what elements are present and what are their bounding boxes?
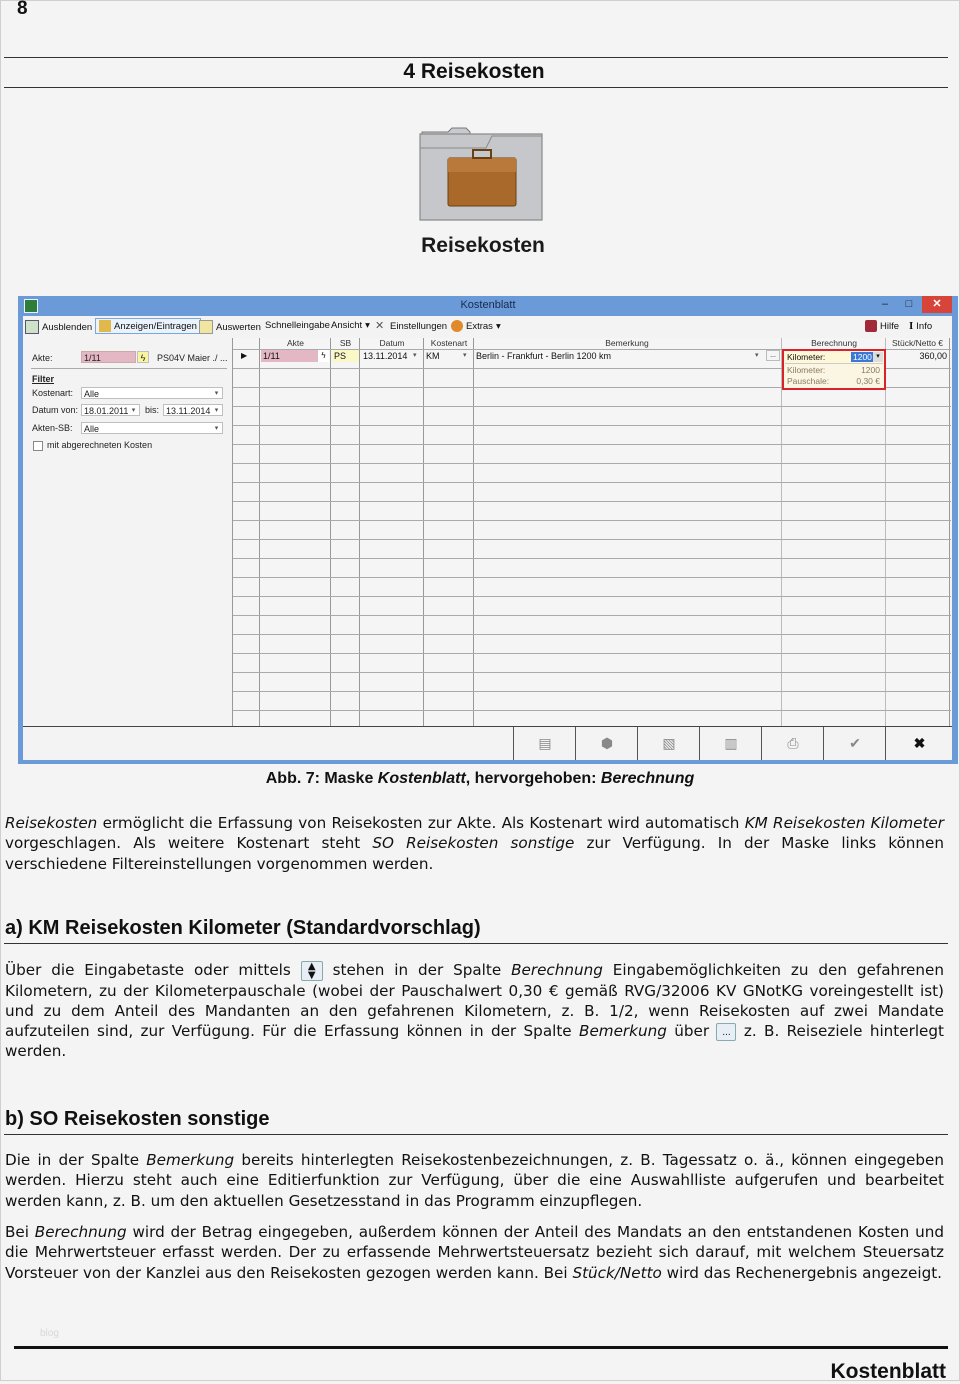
einstellungen-button[interactable]: ✕ Einstellungen bbox=[375, 320, 448, 332]
grid-row-line bbox=[233, 577, 951, 578]
row-kostenart[interactable]: KM bbox=[426, 351, 440, 361]
grid-row-line bbox=[233, 672, 951, 673]
print-icon: ⎙ bbox=[787, 735, 799, 751]
close-window-button[interactable]: ✕ bbox=[922, 296, 952, 313]
grid-row-line bbox=[233, 634, 951, 635]
column-header-datum[interactable]: Datum bbox=[379, 338, 405, 348]
chevron-down-icon[interactable]: ▾ bbox=[463, 352, 467, 359]
window-content bbox=[23, 316, 952, 759]
section-b-paragraph-2 bbox=[5, 1222, 944, 1283]
text: vorgeschlagen. Als weitere Kostenart steht bbox=[5, 834, 373, 853]
footer-rule bbox=[14, 1346, 948, 1349]
window-title: Kostenblatt bbox=[460, 299, 516, 311]
watermark: blog bbox=[40, 1328, 59, 1339]
grid-line bbox=[473, 338, 474, 726]
extras-icon bbox=[451, 320, 463, 332]
hide-panel-icon bbox=[25, 320, 39, 334]
grid-row-line bbox=[233, 463, 951, 464]
chapter-title: 4 Reisekosten bbox=[403, 60, 545, 83]
image-button[interactable] bbox=[637, 727, 700, 760]
berechnung-popup[interactable] bbox=[782, 349, 886, 390]
chevron-down-icon[interactable]: ▾ bbox=[413, 352, 417, 359]
cancel-button[interactable] bbox=[885, 727, 953, 760]
minimize-button[interactable]: – bbox=[881, 298, 889, 310]
term: Bemerkung bbox=[146, 1151, 235, 1169]
check-icon: ✔ bbox=[849, 735, 861, 751]
akten-sb-label: Akten-SB: bbox=[32, 423, 73, 433]
ausblenden-button[interactable]: Ausblenden bbox=[25, 320, 92, 334]
bis-label: bis: bbox=[145, 405, 160, 415]
kostenart-label: Kostenart: bbox=[32, 388, 74, 398]
row-sb[interactable]: PS bbox=[332, 350, 359, 362]
image-icon: ▧ bbox=[662, 735, 676, 751]
popup-km-label: Kilometer: bbox=[787, 365, 826, 375]
hilfe-button[interactable]: Hilfe bbox=[865, 320, 899, 332]
auswerten-button[interactable]: Auswerten bbox=[199, 320, 261, 334]
grid-row-line bbox=[233, 406, 951, 407]
caption-middle: , hervorgehoben: bbox=[465, 770, 601, 787]
info-icon: I bbox=[909, 320, 914, 332]
row-netto: 360,00 bbox=[919, 351, 947, 361]
dropdown-arrow-icon: ▾ bbox=[495, 320, 501, 332]
datum-von-label: Datum von: bbox=[32, 405, 79, 415]
save-button[interactable] bbox=[513, 727, 576, 760]
clipboard-button[interactable] bbox=[699, 727, 762, 760]
datum-bis-input[interactable]: 13.11.2014 ▾ bbox=[163, 404, 223, 416]
grid-line bbox=[330, 338, 331, 726]
maximize-button[interactable]: □ bbox=[905, 298, 913, 310]
chevron-down-icon: ▾ bbox=[214, 407, 219, 414]
column-header-kostenart[interactable]: Kostenart bbox=[430, 338, 468, 348]
text: Die in der Spalte bbox=[5, 1151, 147, 1169]
text: Über die Eingabetaste oder mittels bbox=[5, 961, 301, 979]
datum-von-input[interactable]: 18.01.2011 ▾ bbox=[81, 404, 140, 416]
chevron-down-icon: ▾ bbox=[214, 425, 219, 432]
schnelleingabe-button[interactable]: Schnelleingabe bbox=[265, 320, 330, 331]
popup-pauschale-value: 0,30 € bbox=[856, 376, 880, 386]
ellipsis-icon: ... bbox=[716, 1023, 736, 1041]
grid-row-line bbox=[233, 653, 951, 654]
chevron-down-icon: ▾ bbox=[214, 390, 219, 397]
akte-label: Akte: bbox=[32, 353, 53, 363]
term: Bemerkung bbox=[579, 1022, 667, 1041]
term: KM Reisekosten Kilometer bbox=[744, 814, 944, 832]
caption-prefix: Abb. 7: Maske bbox=[265, 770, 378, 787]
chevron-down-icon: ▾ bbox=[131, 407, 136, 414]
caption-mask: Kostenblatt bbox=[377, 770, 466, 787]
dropdown-arrow-icon: ▾ bbox=[365, 320, 370, 331]
akte-name: PS04V Maier ./ ... bbox=[157, 353, 228, 363]
tools-icon: ✕ bbox=[375, 320, 385, 332]
bottom-action-bar bbox=[23, 726, 952, 760]
report-icon bbox=[199, 320, 213, 334]
term: SO Reisekosten sonstige bbox=[372, 834, 575, 853]
package-icon: ⬢ bbox=[600, 735, 614, 751]
folder-briefcase-icon bbox=[418, 118, 546, 227]
spinner-icon[interactable]: ▾ bbox=[873, 352, 883, 362]
section-a-heading: a) KM Reisekosten Kilometer (Standardvorschlag) bbox=[5, 917, 481, 939]
grid-line bbox=[359, 338, 360, 726]
text: zur Verfügung. In der Maske links können verschiedene Filtereinstellungen vorgenommen werden. bbox=[5, 834, 944, 873]
akten-sb-select[interactable]: Alle ▾ bbox=[81, 422, 223, 434]
spinner-up-down-icon: ▲ ▼ bbox=[301, 961, 323, 981]
section-b-rule bbox=[4, 1134, 948, 1135]
text: Eingabemöglichkeiten zu den gefahrenen Kilometern, zu der Kilometerpauschale (wobei der Pauschalwert 0,30 € gemäß RVG/32006 KV GNotKG voreingestellt ist) und zu dem Anteil des Mandanten an den gefahrenen Kilometern, z. B. 1/2, wenn Reisekosten auf zwei Mandate aufzuteilen sind, zur Verfügung. Für die Erfassung können in der Spalte bbox=[5, 961, 944, 1041]
row-selector-icon[interactable]: ▶ bbox=[241, 351, 248, 360]
extras-menu[interactable]: Extras ▾ bbox=[451, 320, 501, 332]
help-book-icon bbox=[865, 320, 877, 332]
text: ermöglicht die Erfassung von Reisekosten zur Akte. Als Kostenart wird automatisch bbox=[97, 814, 745, 832]
akte-input[interactable]: 1/11 bbox=[81, 351, 136, 363]
save-icon: ▤ bbox=[538, 735, 552, 751]
section-b-heading: b) SO Reisekosten sonstige bbox=[5, 1108, 270, 1130]
column-header-sb[interactable]: SB bbox=[339, 338, 352, 348]
grid-row-line bbox=[233, 425, 951, 426]
grid-row-line bbox=[233, 691, 951, 692]
header-rule-bottom bbox=[4, 87, 948, 88]
clipboard-icon: ▥ bbox=[724, 735, 738, 751]
grid-row-line bbox=[233, 539, 951, 540]
grid-line bbox=[781, 338, 782, 726]
section-a-rule bbox=[4, 943, 948, 944]
page-number: 8 bbox=[17, 0, 28, 19]
text: wird der Betrag eingegeben, außerdem können der Anteil des Mandats an den entstandenen Kosten und die Mehrwertsteuer erfasst werden. Der zu erfassende Mehrwertsteuersatz bezieht sich darauf, mit welchem Steuersatz Vorsteuer von der Kanzlei aus den Reisekosten gezogen werden kann. Bei bbox=[5, 1223, 944, 1282]
ellipsis-button[interactable]: ... bbox=[766, 350, 780, 361]
confirm-button[interactable] bbox=[823, 727, 886, 760]
text: stehen in der Spalte bbox=[322, 961, 512, 979]
grid-row-line bbox=[233, 444, 951, 445]
column-header-netto[interactable]: Stück/Netto € bbox=[891, 338, 944, 348]
title-bar bbox=[18, 296, 958, 316]
kosten-grid bbox=[232, 338, 951, 726]
text: über bbox=[666, 1022, 717, 1041]
package-button[interactable] bbox=[575, 727, 638, 760]
grid-row-line bbox=[233, 558, 951, 559]
grid-line bbox=[949, 338, 950, 726]
grid-row-line bbox=[233, 501, 951, 502]
text: bereits hinterlegten Reisekostenbezeichnungen, z. B. Tagessatz o. ä., können eingegeben werden. Hierzu steht auch eine Editierfunktion zur Verfügung, über die eine Auswahlliste aufgerufen und bearbeitet werden kann, z. B. um den aktuellen Gesetzesstand in das Programm einzupflegen. bbox=[5, 1151, 945, 1210]
kostenblatt-window bbox=[18, 296, 958, 764]
figure-caption bbox=[0, 770, 960, 788]
text: wird das Rechenergebnis angezeigt. bbox=[661, 1263, 942, 1282]
lightning-icon[interactable]: ϟ bbox=[318, 350, 329, 362]
close-icon: ✖ bbox=[913, 735, 926, 751]
header-rule bbox=[4, 57, 948, 58]
grid-row-line bbox=[233, 520, 951, 521]
lightning-icon[interactable]: ϟ bbox=[137, 351, 149, 363]
grid-row-line bbox=[233, 615, 951, 616]
abgerechnete-kosten-checkbox[interactable] bbox=[33, 441, 43, 451]
intro-paragraph bbox=[5, 813, 944, 874]
row-datum[interactable]: 13.11.2014 bbox=[363, 351, 408, 361]
row-bemerkung[interactable]: Berlin - Frankfurt - Berlin 1200 km bbox=[476, 351, 612, 361]
section-b-paragraph-1 bbox=[5, 1150, 944, 1211]
filter-heading: Filter bbox=[32, 374, 55, 384]
berechnung-input-row bbox=[785, 352, 883, 364]
anzeigen-eintragen-button[interactable]: Anzeigen/Eintragen bbox=[95, 318, 201, 334]
caption-highlight: Berechnung bbox=[600, 770, 695, 787]
text: Bei bbox=[5, 1223, 35, 1241]
popup-pauschale-label: Pauschale: bbox=[787, 376, 830, 386]
term: Berechnung bbox=[34, 1223, 127, 1241]
grid-row-line bbox=[233, 482, 951, 483]
term: Berechnung bbox=[511, 961, 603, 979]
kostenart-select[interactable]: Alle ▾ bbox=[81, 387, 223, 399]
chevron-down-icon[interactable]: ▾ bbox=[755, 352, 759, 359]
section-a-paragraph bbox=[5, 960, 944, 1062]
grid-line bbox=[885, 338, 886, 726]
popup-km-value: 1200 bbox=[861, 365, 880, 375]
checkbox-label: mit abgerechneten Kosten bbox=[47, 440, 153, 450]
berechnung-label: Kilometer: bbox=[787, 352, 826, 362]
berechnung-value-input[interactable]: 1200 bbox=[853, 352, 872, 362]
text: z. B. Reiseziele hinterlegt werden. bbox=[5, 1022, 944, 1061]
grid-line bbox=[423, 338, 424, 726]
term: Reisekosten bbox=[5, 814, 98, 832]
info-button[interactable]: I Info bbox=[909, 320, 933, 332]
column-header-akte[interactable]: Akte bbox=[286, 338, 304, 348]
column-header-berechnung[interactable]: Berechnung bbox=[811, 338, 857, 348]
divider bbox=[31, 368, 227, 369]
row-akte[interactable]: 1/11 bbox=[261, 350, 318, 362]
icon-label: Reisekosten bbox=[421, 234, 545, 257]
grid-line bbox=[259, 338, 260, 726]
edit-entry-icon bbox=[99, 320, 111, 332]
footer-title: Kostenblatt bbox=[830, 1360, 946, 1383]
column-header-bemerkung[interactable]: Bemerkung bbox=[605, 338, 649, 348]
toolbar bbox=[23, 316, 952, 336]
grid-row-line bbox=[233, 710, 951, 711]
print-button[interactable] bbox=[761, 727, 824, 760]
term: Stück/Netto bbox=[572, 1263, 662, 1282]
grid-row-line bbox=[233, 596, 951, 597]
ansicht-menu[interactable]: Ansicht ▾ bbox=[331, 320, 370, 331]
